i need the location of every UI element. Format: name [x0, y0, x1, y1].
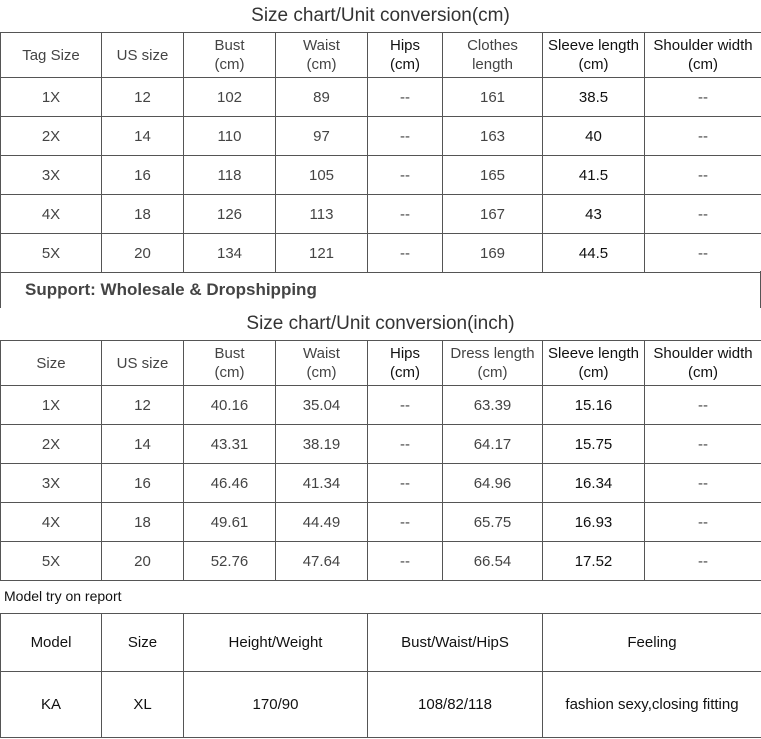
inch-table-row	[1, 542, 761, 581]
inch-table-cell: 1X	[1, 386, 102, 425]
support-banner	[0, 271, 761, 308]
inch-header-text: Sleeve length	[548, 345, 639, 362]
cm-table-cell: 16	[102, 156, 184, 195]
cm-table-cell: 44.5	[543, 234, 645, 273]
inch-table-cell: 38.19	[276, 425, 368, 464]
cm-header-cell	[443, 33, 543, 78]
model-data-cell: XL	[102, 672, 184, 738]
cm-table-cell: --	[368, 78, 443, 117]
inch-table-cell: 2X	[1, 425, 102, 464]
cm-header-row	[1, 33, 761, 78]
cm-header-cell	[1, 33, 102, 78]
cm-header-text: (cm)	[578, 56, 609, 73]
cm-header-text: (cm)	[214, 56, 245, 73]
inch-table-cell: 64.96	[443, 464, 543, 503]
inch-header-text: Size	[36, 354, 66, 372]
cm-table-cell: 121	[276, 234, 368, 273]
inch-table-row	[1, 425, 761, 464]
cm-table-cell: 163	[443, 117, 543, 156]
cm-table-cell: 40	[543, 117, 645, 156]
inch-header-text: (cm)	[390, 364, 420, 381]
cm-table-cell: --	[368, 117, 443, 156]
cm-table-cell: --	[645, 195, 761, 234]
cm-header-cell	[276, 33, 368, 78]
cm-header-text: (cm)	[688, 56, 718, 73]
cm-table-cell: 118	[184, 156, 276, 195]
inch-table-cell: 40.16	[184, 386, 276, 425]
inch-table-cell: 47.64	[276, 542, 368, 581]
inch-header-cell	[645, 341, 761, 386]
model-report-label: Model try on report	[4, 588, 122, 604]
inch-header-cell	[276, 341, 368, 386]
inch-table-cell: 15.16	[543, 386, 645, 425]
inch-header-text: Bust	[214, 345, 245, 362]
inch-table-cell: 65.75	[443, 503, 543, 542]
cm-header-text: Bust	[214, 37, 245, 54]
cm-table-cell: 18	[102, 195, 184, 234]
cm-table-cell: --	[645, 78, 761, 117]
inch-table-cell: 20	[102, 542, 184, 581]
model-header-cell: Feeling	[543, 614, 761, 672]
inch-table-cell: 3X	[1, 464, 102, 503]
inch-header-text: Hips	[389, 345, 420, 362]
model-data-cell: KA	[1, 672, 102, 738]
cm-table-cell: 4X	[1, 195, 102, 234]
inch-header-text: Dress length	[450, 345, 535, 362]
inch-header-row	[1, 341, 761, 386]
cm-table-cell: 105	[276, 156, 368, 195]
cm-table-cell: 167	[443, 195, 543, 234]
inch-table-cell: 4X	[1, 503, 102, 542]
inch-table-row	[1, 464, 761, 503]
inch-header-text: (cm)	[477, 364, 508, 381]
inch-header-cell	[443, 341, 543, 386]
support-text: Support: Wholesale & Dropshipping	[25, 280, 317, 299]
cm-table-cell: 134	[184, 234, 276, 273]
cm-table-cell: --	[645, 234, 761, 273]
inch-table-cell: --	[368, 425, 443, 464]
inch-table-cell: --	[645, 386, 761, 425]
cm-header-cell	[184, 33, 276, 78]
inch-header-text: (cm)	[688, 364, 718, 381]
cm-table-cell: --	[645, 156, 761, 195]
inch-table-cell: 5X	[1, 542, 102, 581]
cm-header-cell	[102, 33, 184, 78]
cm-table-row	[1, 234, 761, 273]
cm-table-cell: 161	[443, 78, 543, 117]
cm-header-text: Clothes	[467, 37, 518, 54]
cm-table-cell: --	[368, 156, 443, 195]
inch-table-row	[1, 386, 761, 425]
inch-table-cell: 14	[102, 425, 184, 464]
inch-header-text: (cm)	[578, 364, 609, 381]
inch-header-cell	[102, 341, 184, 386]
inch-header-text: US size	[116, 354, 169, 372]
inch-table-cell: 43.31	[184, 425, 276, 464]
inch-table-cell: 16.34	[543, 464, 645, 503]
model-header-cell: Height/Weight	[184, 614, 368, 672]
cm-table-cell: 12	[102, 78, 184, 117]
inch-table-cell: 18	[102, 503, 184, 542]
cm-table-row	[1, 195, 761, 234]
cm-table-row	[1, 78, 761, 117]
inch-header-cell	[368, 341, 443, 386]
inch-header-cell	[1, 341, 102, 386]
cm-header-text: (cm)	[306, 56, 337, 73]
cm-table-cell: 2X	[1, 117, 102, 156]
cm-table-cell: 1X	[1, 78, 102, 117]
cm-table-cell: --	[368, 195, 443, 234]
inch-table-cell: 64.17	[443, 425, 543, 464]
inch-table-cell: 16.93	[543, 503, 645, 542]
cm-table-cell: 89	[276, 78, 368, 117]
inch-table-cell: 16	[102, 464, 184, 503]
inch-table-cell: --	[645, 464, 761, 503]
cm-table-cell: 169	[443, 234, 543, 273]
inch-table-cell: 12	[102, 386, 184, 425]
cm-header-cell	[368, 33, 443, 78]
inch-header-text: (cm)	[306, 364, 337, 381]
inch-table-row	[1, 503, 761, 542]
cm-header-cell	[543, 33, 645, 78]
cm-table-cell: 113	[276, 195, 368, 234]
inch-table-cell: --	[368, 386, 443, 425]
model-header-cell: Size	[102, 614, 184, 672]
model-data-cell: 170/90	[184, 672, 368, 738]
inch-table-cell: 63.39	[443, 386, 543, 425]
cm-table-cell: 3X	[1, 156, 102, 195]
inch-table-cell: 49.61	[184, 503, 276, 542]
cm-table-cell: 126	[184, 195, 276, 234]
inch-header-text: Shoulder width	[653, 345, 753, 362]
inch-table-cell: --	[645, 542, 761, 581]
inch-table-cell: 66.54	[443, 542, 543, 581]
inch-table-cell: 41.34	[276, 464, 368, 503]
cm-header-text: Waist	[303, 37, 340, 54]
cm-header-cell	[645, 33, 761, 78]
cm-table-cell: 43	[543, 195, 645, 234]
cm-table-cell: 5X	[1, 234, 102, 273]
inch-chart-title: Size chart/Unit conversion(inch)	[246, 313, 515, 334]
cm-header-text: (cm)	[390, 56, 420, 73]
model-data-row	[1, 672, 761, 738]
inch-size-table	[0, 340, 761, 581]
inch-table-cell: 46.46	[184, 464, 276, 503]
cm-table-row	[1, 156, 761, 195]
model-data-cell: fashion sexy,closing fitting	[543, 672, 761, 738]
inch-table-cell: --	[368, 542, 443, 581]
inch-table-cell: --	[645, 425, 761, 464]
cm-table-row	[1, 117, 761, 156]
inch-table-cell: --	[368, 464, 443, 503]
cm-table-cell: 14	[102, 117, 184, 156]
model-header-cell: Model	[1, 614, 102, 672]
inch-table-cell: 52.76	[184, 542, 276, 581]
cm-table-cell: 97	[276, 117, 368, 156]
cm-header-text: Shoulder width	[653, 37, 753, 54]
cm-table-cell: 110	[184, 117, 276, 156]
inch-table-cell: 35.04	[276, 386, 368, 425]
cm-table-cell: 102	[184, 78, 276, 117]
cm-header-text: US size	[116, 46, 169, 64]
model-header-row	[1, 614, 761, 672]
cm-header-text: Tag Size	[22, 46, 80, 64]
cm-table-cell: --	[368, 234, 443, 273]
cm-header-text: length	[472, 56, 513, 73]
cm-header-text: Hips	[389, 37, 420, 54]
inch-header-text: Waist	[303, 345, 340, 362]
cm-table-cell: 41.5	[543, 156, 645, 195]
cm-header-text: Sleeve length	[548, 37, 639, 54]
cm-chart-title: Size chart/Unit conversion(cm)	[251, 5, 510, 26]
model-header-cell: Bust/Waist/HipS	[368, 614, 543, 672]
cm-table-cell: --	[645, 117, 761, 156]
inch-table-cell: 44.49	[276, 503, 368, 542]
inch-header-cell	[184, 341, 276, 386]
cm-size-table	[0, 32, 761, 273]
cm-table-cell: 20	[102, 234, 184, 273]
inch-table-cell: --	[368, 503, 443, 542]
cm-table-cell: 165	[443, 156, 543, 195]
inch-header-cell	[543, 341, 645, 386]
model-data-cell: 108/82/118	[368, 672, 543, 738]
inch-table-cell: 17.52	[543, 542, 645, 581]
model-report-table	[0, 613, 761, 738]
cm-table-cell: 38.5	[543, 78, 645, 117]
inch-header-text: (cm)	[214, 364, 245, 381]
inch-table-cell: 15.75	[543, 425, 645, 464]
inch-table-cell: --	[645, 503, 761, 542]
